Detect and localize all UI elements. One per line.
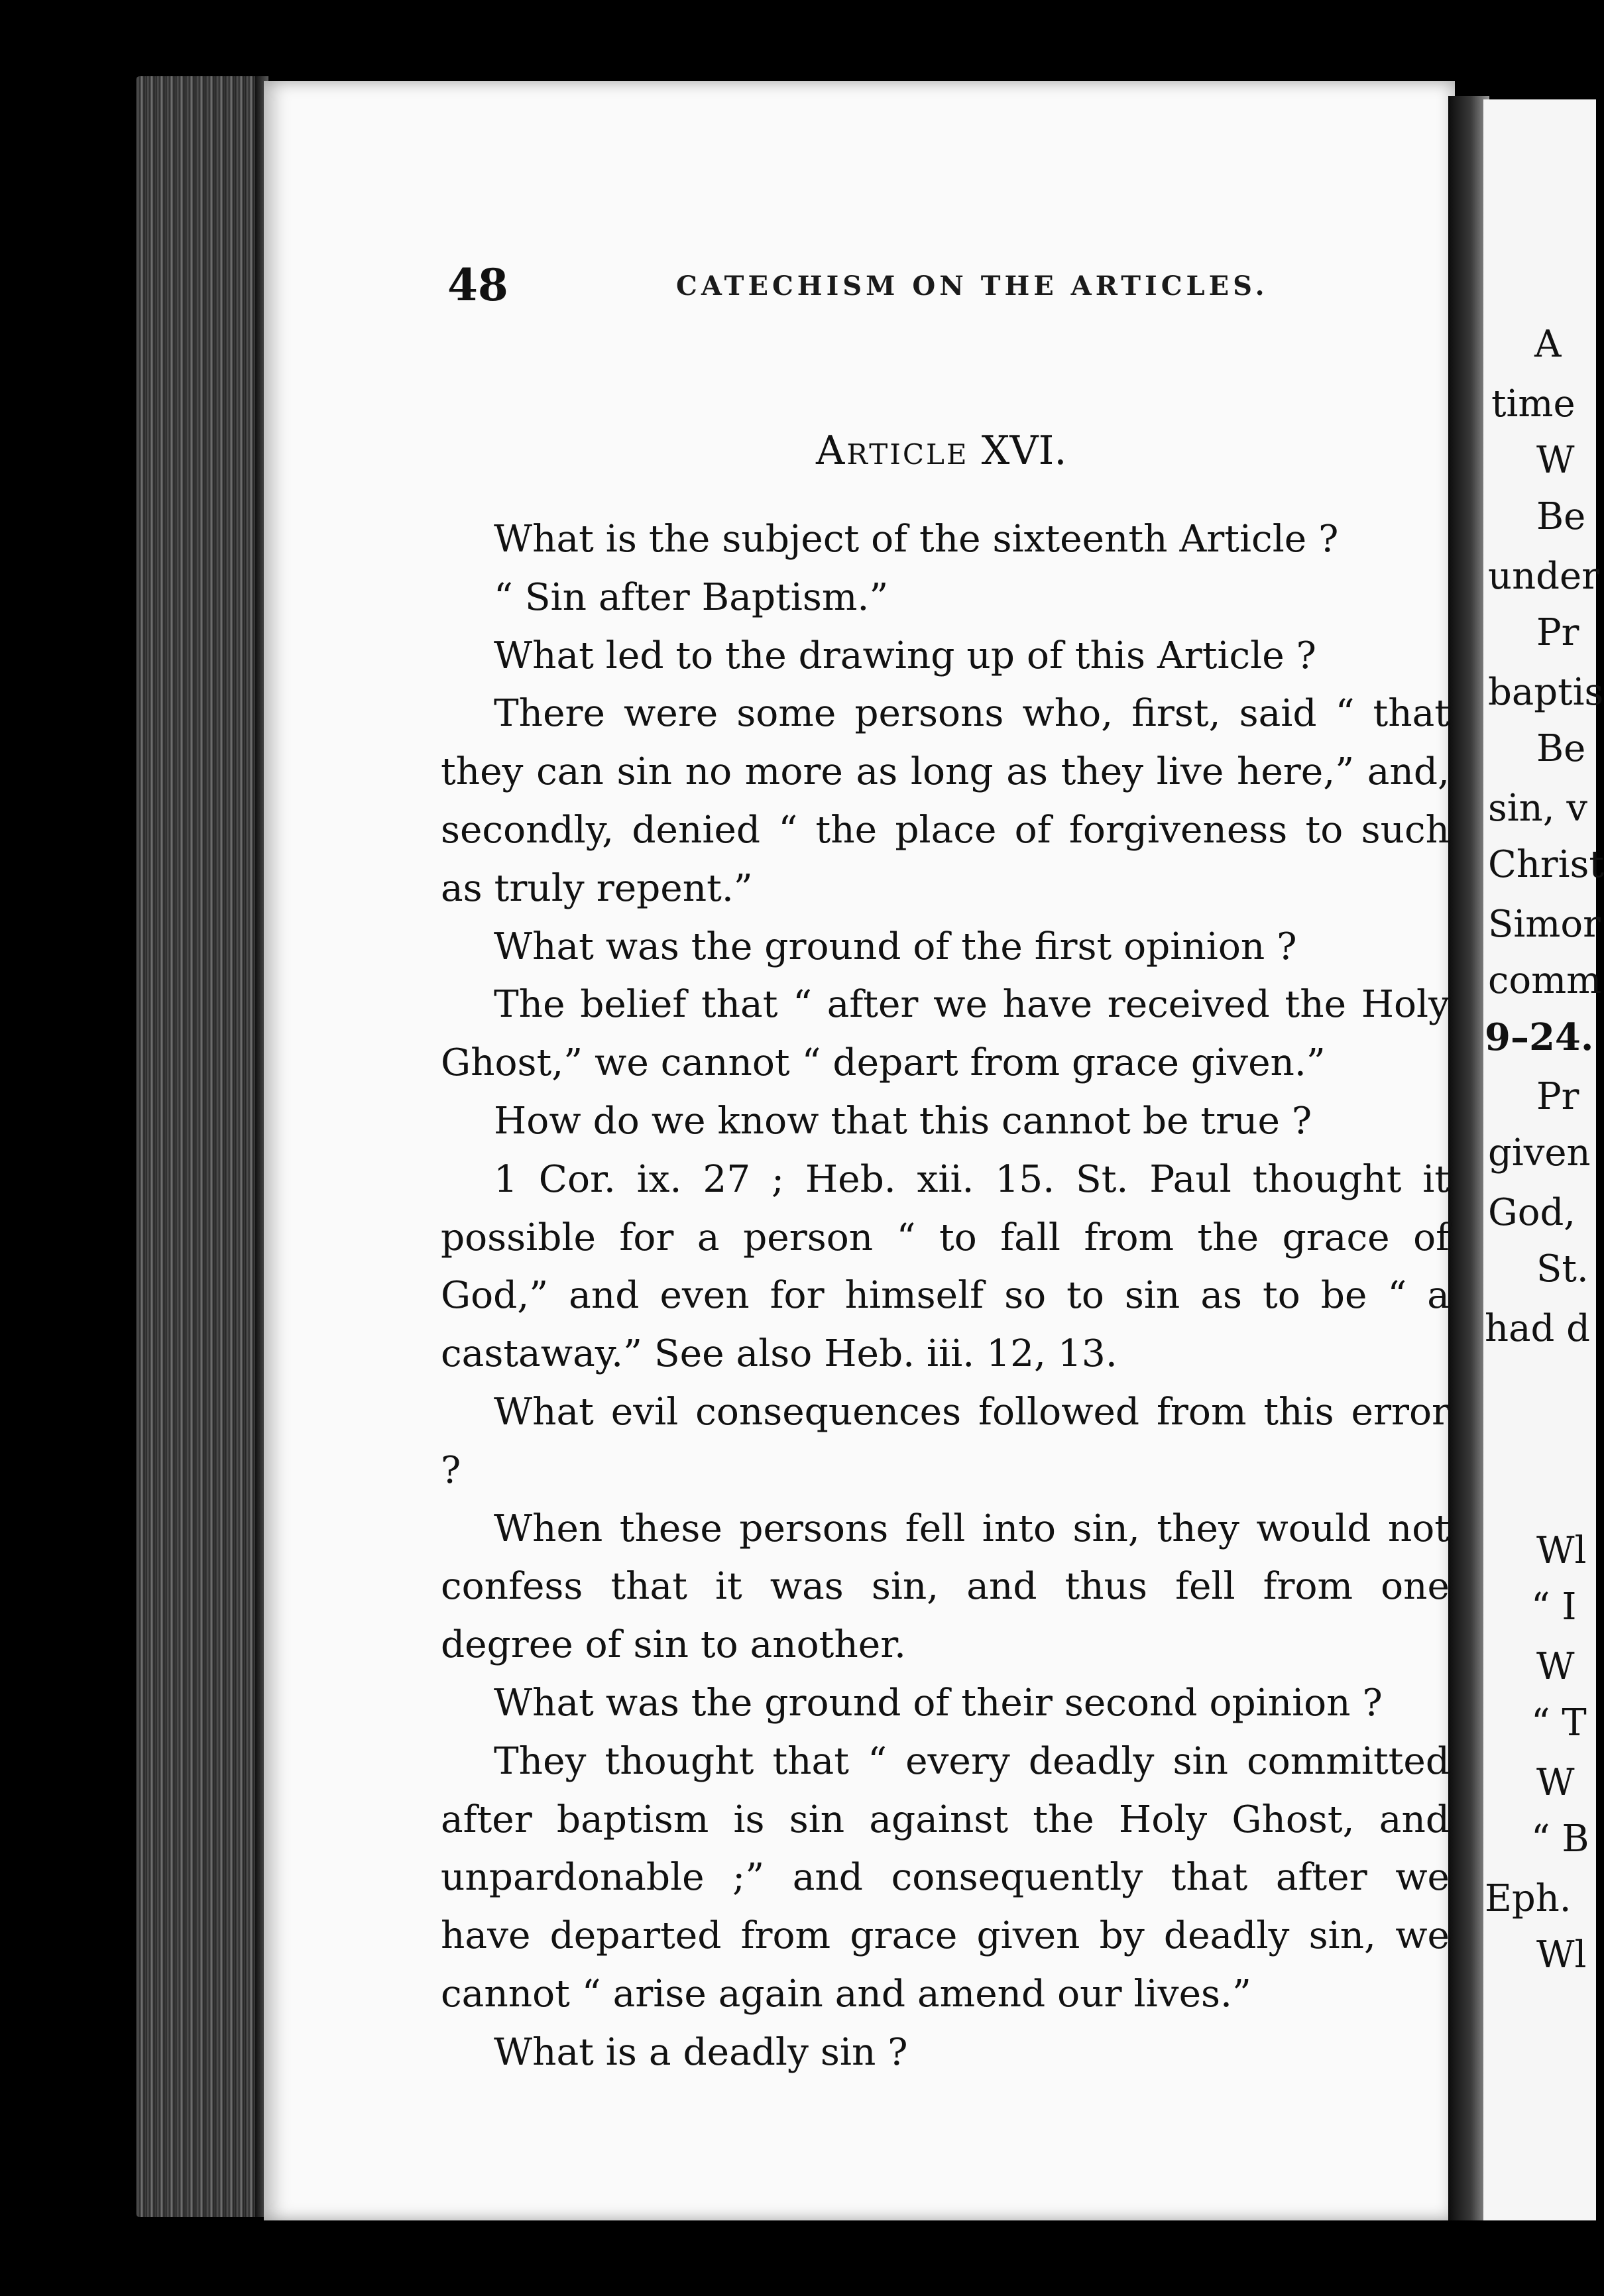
- facing-fragment: W: [1536, 439, 1575, 482]
- answer-paragraph: When these persons fell into sin, they would not confess that it was sin, and thus fell from one degree of sin to another.: [441, 1507, 1450, 1667]
- article-label: Article: [816, 428, 969, 474]
- facing-fragment: Pr: [1536, 611, 1579, 654]
- question-paragraph: What is the subject of the sixteenth Article ?: [494, 518, 1339, 561]
- facing-fragment: Be: [1536, 495, 1586, 538]
- facing-fragment: Wl: [1536, 1933, 1587, 1977]
- facing-fragment: time: [1491, 382, 1575, 426]
- body-text: [441, 510, 1450, 2082]
- facing-fragment: God,: [1488, 1191, 1576, 1234]
- answer-paragraph: The belief that “ after we have received the Holy Ghost,” we cannot “ depart from grace given.”: [441, 983, 1450, 1085]
- facing-fragment: under: [1488, 555, 1599, 598]
- page-edges: [136, 76, 268, 2217]
- article-numeral: XVI.: [981, 428, 1067, 474]
- question-paragraph: What led to the drawing up of this Article ?: [494, 634, 1316, 677]
- answer-paragraph: There were some persons who, first, said “ that they can sin no more as long as they live here,” and, secondly, denied “ the place of forgiveness to such as truly repent.”: [441, 692, 1450, 910]
- question-paragraph: What was the ground of their second opinion ?: [494, 1681, 1383, 1725]
- facing-fragment: Christ: [1488, 843, 1604, 886]
- facing-fragment: sin, v: [1488, 787, 1587, 830]
- facing-fragment: Wl: [1536, 1529, 1587, 1572]
- facing-fragment: Simor: [1488, 903, 1601, 946]
- question-paragraph: What evil consequences followed from this error ?: [441, 1390, 1450, 1492]
- facing-fragment: “ I: [1531, 1585, 1577, 1629]
- facing-fragment: W: [1536, 1645, 1575, 1688]
- question-paragraph: How do we know that this cannot be true ?: [494, 1099, 1312, 1143]
- facing-fragment: “ T: [1531, 1701, 1587, 1745]
- answer-paragraph: “ Sin after Baptism.”: [494, 575, 889, 619]
- question-paragraph: What was the ground of the first opinion ?: [494, 925, 1297, 968]
- facing-fragment: 9–24.: [1485, 1015, 1594, 1059]
- facing-fragment: W: [1536, 1761, 1575, 1804]
- question-paragraph: What is a deadly sin ?: [494, 2030, 908, 2074]
- facing-fragment: A: [1534, 323, 1562, 366]
- answer-paragraph: They thought that “ every deadly sin committed after baptism is sin against the Holy Ghost, and unpardonable ;” and consequently that after we have departed from grace given by deadly sin, we cannot “ arise again and amend our lives.”: [441, 1739, 1450, 2016]
- facing-fragment: “ B: [1531, 1817, 1589, 1861]
- page-number: 48: [447, 259, 508, 311]
- running-head: [447, 255, 1269, 315]
- running-title: CATECHISM ON THE ARTICLES.: [676, 270, 1269, 302]
- answer-paragraph: 1 Cor. ix. 27 ; Heb. xii. 15. St. Paul thought it possible for a person “ to fall from the grace of God,” and even for himself so to sin as to be “ a castaway.” See also Heb. iii. 12, 13.: [441, 1157, 1450, 1376]
- facing-fragment: Be: [1536, 727, 1586, 770]
- facing-fragment: baptis: [1488, 671, 1604, 714]
- facing-fragment: comm: [1488, 959, 1602, 1002]
- facing-fragment: Eph.: [1485, 1877, 1572, 1920]
- facing-fragment: St.: [1536, 1247, 1589, 1291]
- facing-fragment: Pr: [1536, 1075, 1579, 1118]
- article-heading: [816, 421, 1066, 481]
- facing-fragment: had d: [1485, 1307, 1590, 1350]
- facing-fragment: given: [1488, 1131, 1591, 1175]
